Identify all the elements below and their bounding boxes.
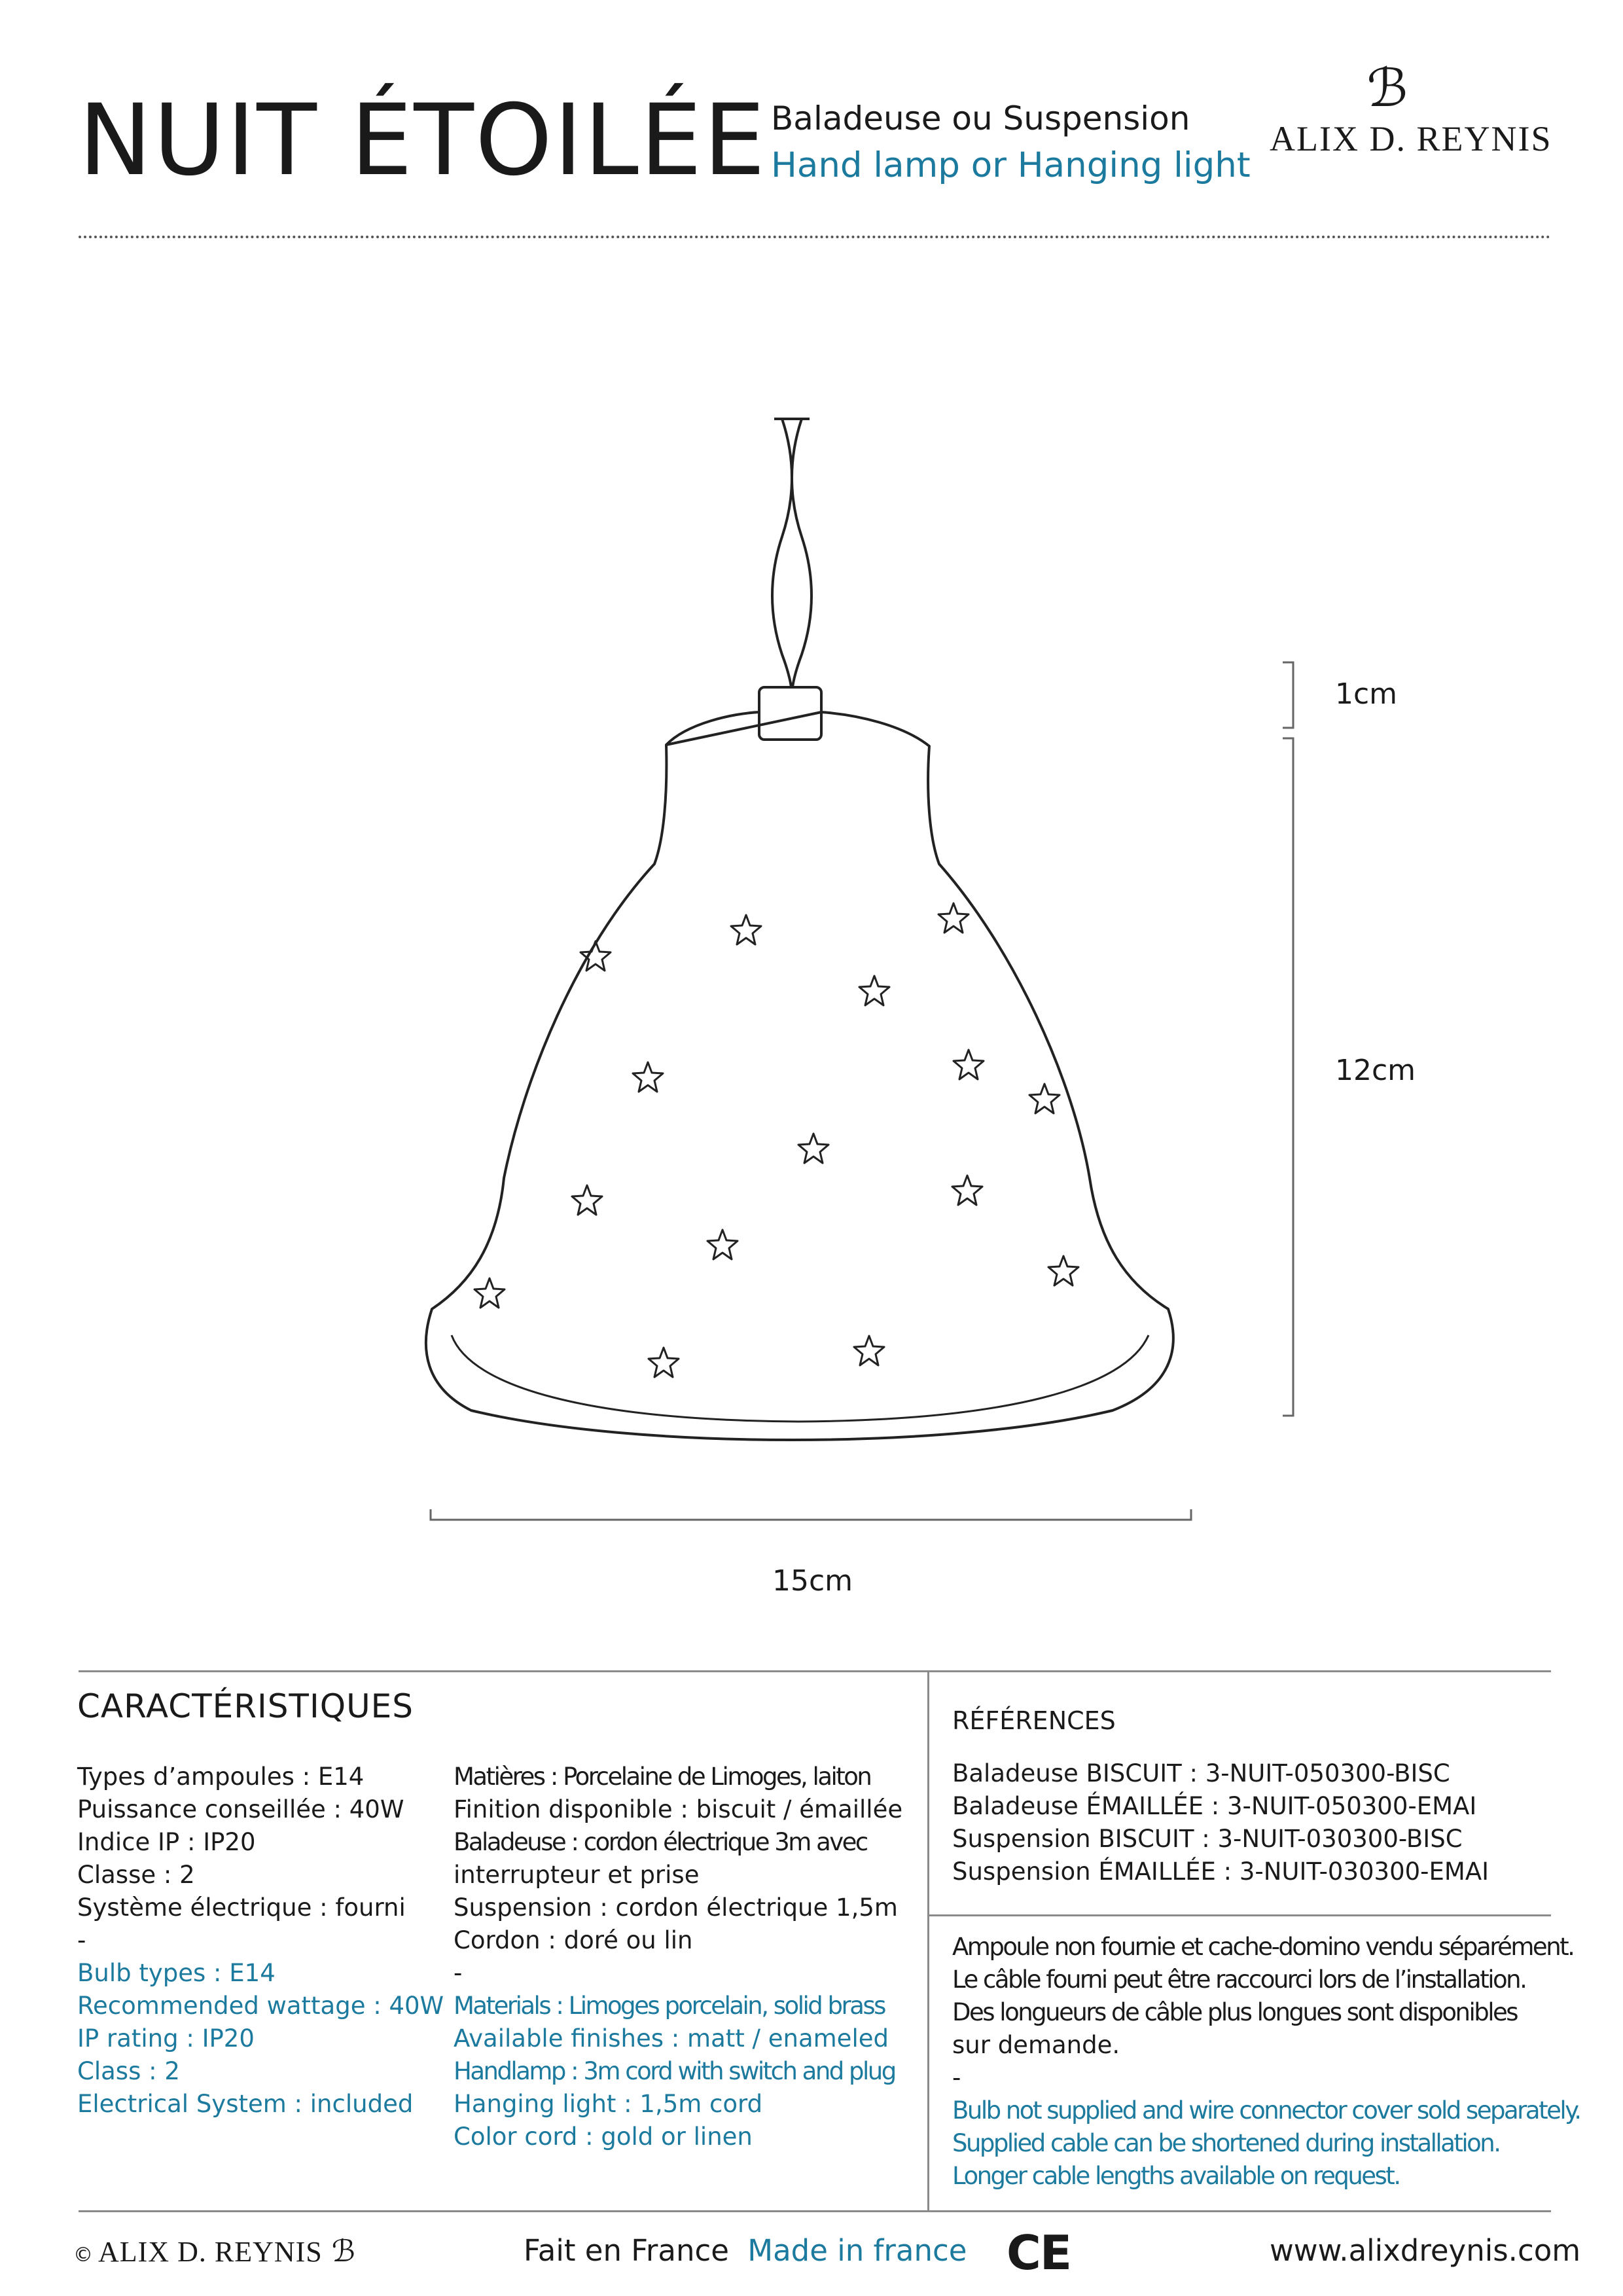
- spec-line: Baladeuse : cordon électrique 3m avec: [454, 1828, 867, 1856]
- reference-item: Baladeuse ÉMAILLÉE : 3-NUIT-050300-EMAI: [952, 1792, 1477, 1820]
- made-in-france: [524, 2233, 967, 2268]
- spec-line: Types d’ampoules : E14: [77, 1763, 365, 1791]
- ce-mark: CE: [1007, 2225, 1071, 2280]
- note-line: Le câble fourni peut être raccourci lors de l’installation.: [952, 1965, 1526, 1994]
- subtitle-french: Baladeuse ou Suspension: [771, 99, 1190, 137]
- spec-line-en: Electrical System : included: [77, 2090, 414, 2118]
- note-line: sur demande.: [952, 2031, 1120, 2059]
- references-divider: [927, 1914, 1551, 1916]
- spec-line: Finition disponible : biscuit / émaillée: [454, 1795, 903, 1823]
- references-list: [952, 1757, 1489, 1888]
- specs-heading: CARACTÉRISTIQUES: [77, 1687, 414, 1725]
- note-line: Ampoule non fournie et cache-domino vendu séparément.: [952, 1933, 1574, 1961]
- note-line-en: Supplied cable can be shortened during installation.: [952, 2129, 1500, 2157]
- spec-line-en: IP rating : IP20: [77, 2024, 255, 2053]
- spec-line: Puissance conseillée : 40W: [77, 1795, 404, 1823]
- dimension-lines: [431, 662, 1293, 1520]
- references-heading: RÉFÉRENCES: [952, 1706, 1116, 1735]
- spec-line: Cordon : doré ou lin: [454, 1926, 693, 1954]
- copyright-symbol: ©: [73, 2244, 93, 2267]
- dimension-body-height: 12cm: [1335, 1054, 1416, 1087]
- spec-line: Matières : Porcelaine de Limoges, laiton: [454, 1763, 871, 1791]
- specs-column-electrical: [77, 1761, 444, 2121]
- page-title: NUIT ÉTOILÉE: [79, 84, 767, 198]
- spec-line-en: Hanging light : 1,5m cord: [454, 2090, 763, 2118]
- specs-top-divider: [79, 1670, 1551, 1672]
- spec-line: Système électrique : fourni: [77, 1893, 406, 1922]
- spec-line-en: Class : 2: [77, 2057, 180, 2085]
- spec-line: interrupteur et prise: [454, 1861, 700, 1889]
- spec-separator: -: [77, 1926, 86, 1954]
- note-line: Des longueurs de câble plus longues sont disponibles: [952, 1998, 1518, 2026]
- twisted-cord: [772, 419, 812, 713]
- dimension-top-height: 1cm: [1335, 677, 1398, 711]
- footer-brand: [73, 2233, 355, 2269]
- website-url: www.alixdreynis.com: [1270, 2233, 1581, 2268]
- footer-brand-name: ALIX D. REYNIS: [98, 2236, 323, 2268]
- specs-vertical-divider: [927, 1670, 929, 2210]
- spec-line: Classe : 2: [77, 1861, 195, 1889]
- note-line-en: Longer cable lengths available on request.: [952, 2162, 1400, 2190]
- shade-stars: [474, 903, 1079, 1377]
- spec-line-en: Bulb types : E14: [77, 1959, 276, 1987]
- note-line-en: Bulb not supplied and wire connector cover sold separately.: [952, 2096, 1580, 2125]
- note-separator: -: [952, 2064, 961, 2092]
- spec-separator: -: [454, 1959, 463, 1987]
- specs-column-materials: [454, 1761, 915, 2153]
- spec-line-en: Handlamp : 3m cord with switch and plug: [454, 2057, 895, 2085]
- reference-item: Suspension ÉMAILLÉE : 3-NUIT-030300-EMAI: [952, 1857, 1489, 1886]
- spec-line: Indice IP : IP20: [77, 1828, 256, 1856]
- spec-line-en: Available finishes : matt / enameled: [454, 2024, 889, 2053]
- brand-name: ALIX D. REYNIS: [1270, 119, 1552, 158]
- spec-line-en: Materials : Limoges porcelain, solid brass: [454, 1992, 885, 2020]
- reference-item: Suspension BISCUIT : 3-NUIT-030300-BISC: [952, 1825, 1463, 1853]
- footer-divider: [79, 2210, 1551, 2212]
- spec-line-en: Recommended wattage : 40W: [77, 1992, 444, 2020]
- made-in-france-en: Made in france: [747, 2233, 967, 2268]
- spec-line: Suspension : cordon électrique 1,5m: [454, 1893, 898, 1922]
- spec-line-en: Color cord : gold or linen: [454, 2123, 753, 2151]
- brand-monogram: ℬ: [1366, 58, 1408, 118]
- footer-monogram: ℬ: [331, 2233, 355, 2269]
- dimension-width: 15cm: [772, 1564, 853, 1598]
- made-in-france-fr: Fait en France: [524, 2233, 729, 2268]
- subtitle-english: Hand lamp or Hanging light: [771, 145, 1251, 185]
- lamp-shade: [426, 712, 1173, 1440]
- reference-item: Baladeuse BISCUIT : 3-NUIT-050300-BISC: [952, 1759, 1450, 1787]
- notes: [952, 1931, 1580, 2193]
